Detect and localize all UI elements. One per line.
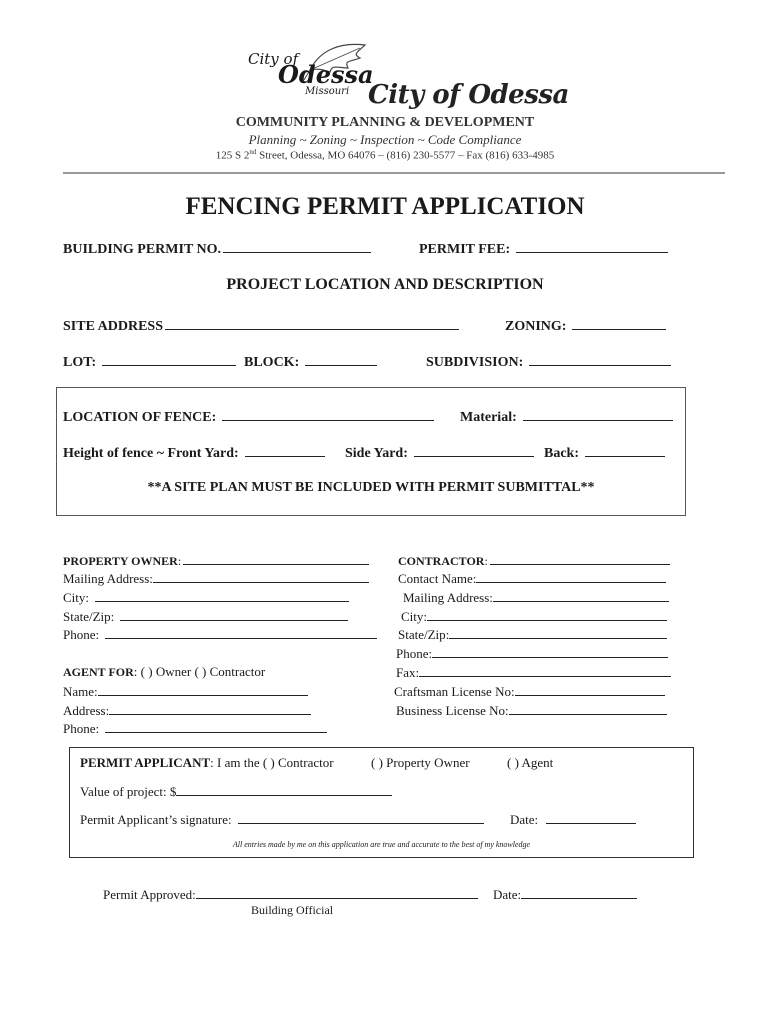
business-license-field[interactable]: Business License No:: [396, 702, 669, 719]
owner-phone-field[interactable]: Phone:: [63, 626, 379, 643]
building-permit-field[interactable]: BUILDING PERMIT NO.: [63, 240, 373, 258]
applicant-signature-field[interactable]: Permit Applicant’s signature:: [80, 811, 486, 828]
building-official-caption: Building Official: [251, 903, 334, 917]
contractor-mailing-field[interactable]: Mailing Address:: [403, 589, 671, 606]
block-field[interactable]: BLOCK:: [244, 353, 379, 371]
approval-date-field[interactable]: Date:: [493, 886, 639, 903]
agent-phone-field[interactable]: Phone:: [63, 720, 329, 737]
site-address-field[interactable]: SITE ADDRESS: [63, 317, 461, 335]
zoning-field[interactable]: ZONING:: [505, 317, 668, 335]
contractor-field[interactable]: CONTRACTOR:: [398, 552, 672, 569]
contractor-phone-field[interactable]: Phone:: [396, 645, 670, 662]
contractor-fax-field[interactable]: Fax:: [396, 664, 673, 681]
applicant-owner-option[interactable]: ( ) Property Owner: [371, 755, 470, 770]
section-title: PROJECT LOCATION AND DESCRIPTION: [226, 276, 544, 293]
agent-address-field[interactable]: Address:: [63, 702, 313, 719]
contractor-statezip-field[interactable]: State/Zip:: [398, 626, 669, 643]
owner-statezip-field[interactable]: State/Zip:: [63, 608, 350, 625]
contractor-city-field[interactable]: City:: [401, 608, 669, 625]
header-divider: [63, 172, 725, 174]
agent-name-field[interactable]: Name:: [63, 683, 310, 700]
lot-field[interactable]: LOT:: [63, 353, 238, 371]
agent-for-field[interactable]: AGENT FOR: ( ) Owner ( ) Contractor: [63, 664, 266, 679]
craftsman-license-field[interactable]: Craftsman License No:: [394, 683, 667, 700]
department-tagline: Planning ~ Zoning ~ Inspection ~ Code Compliance: [248, 132, 522, 147]
side-yard-height-field[interactable]: Side Yard:: [345, 444, 536, 462]
applicant-disclaimer: All entries made by me on this application are true and accurate to the best of my knowledge: [232, 840, 531, 849]
project-value-field[interactable]: Value of project: $: [80, 783, 394, 800]
property-owner-field[interactable]: PROPERTY OWNER:: [63, 552, 371, 569]
applicant-date-field[interactable]: Date:: [510, 811, 638, 828]
permit-fee-field[interactable]: PERMIT FEE:: [419, 240, 670, 258]
subdivision-field[interactable]: SUBDIVISION:: [426, 353, 673, 371]
logo-wordmark: City of Odessa: [368, 80, 569, 110]
applicant-agent-option[interactable]: ( ) Agent: [507, 755, 554, 770]
department-name: COMMUNITY PLANNING & DEVELOPMENT: [235, 115, 535, 130]
owner-mailing-field[interactable]: Mailing Address:: [63, 570, 371, 587]
contractor-contact-field[interactable]: Contact Name:: [398, 570, 668, 587]
logo-odessa: Odessa: [278, 60, 374, 89]
department-address: 125 S 2nd Street, Odessa, MO 64076 – (816) 230-5577 – Fax (816) 633-4985: [215, 148, 555, 162]
back-height-field[interactable]: Back:: [544, 444, 667, 462]
logo-missouri: Missouri: [305, 86, 350, 97]
owner-city-field[interactable]: City:: [63, 589, 351, 606]
form-title: FENCING PERMIT APPLICATION: [185, 193, 585, 220]
logo-city-of: City of: [248, 50, 299, 68]
front-yard-height-field[interactable]: Height of fence ~ Front Yard:: [63, 444, 327, 462]
applicant-contractor-option[interactable]: PERMIT APPLICANT: I am the ( ) Contractor: [80, 755, 334, 770]
fence-location-field[interactable]: LOCATION OF FENCE:: [63, 408, 436, 426]
material-field[interactable]: Material:: [460, 408, 675, 426]
permit-approved-field[interactable]: Permit Approved:: [103, 886, 480, 903]
site-plan-notice: **A SITE PLAN MUST BE INCLUDED WITH PERMIT SUBMITTAL**: [147, 480, 595, 495]
